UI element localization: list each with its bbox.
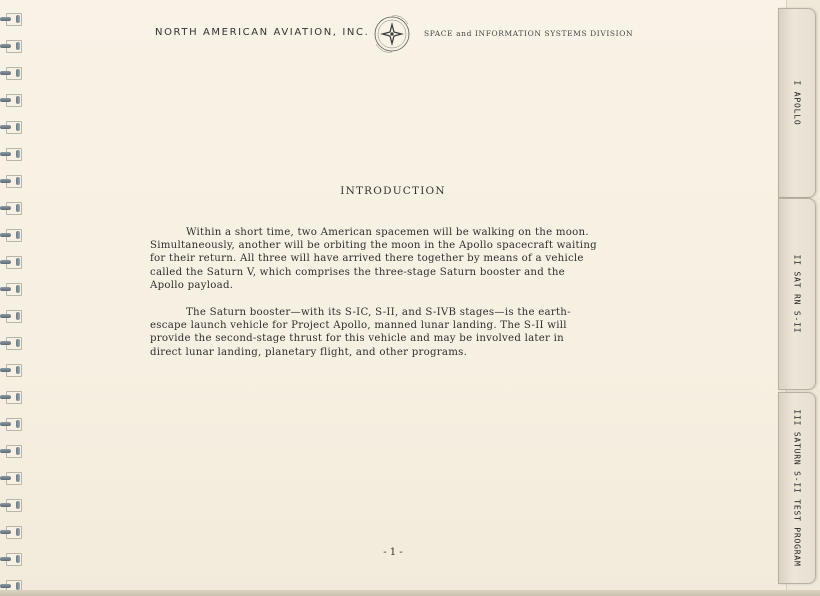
tab-label: I APOLLO: [792, 80, 802, 126]
binding-ring: [0, 280, 24, 297]
page-stack-edge: [0, 590, 820, 596]
text-line: The Saturn booster—with its S-IC, S-II, and S-IVB stages—is the earth-: [186, 307, 571, 318]
binding-ring: [0, 469, 24, 486]
paragraph-2: [150, 306, 640, 359]
binding-ring: [0, 307, 24, 324]
text-line: provide the second-stage thrust for this vehicle and may be involved later in: [150, 333, 564, 345]
section-title: INTRODUCTION: [340, 185, 446, 197]
binding-ring: [0, 442, 24, 459]
text-line: escape launch vehicle for Project Apollo, manned lunar landing. The S-II will: [150, 320, 567, 332]
tab-saturn-s-ii[interactable]: [778, 198, 816, 390]
binding-ring: [0, 64, 24, 81]
spiral-binding: [0, 0, 26, 596]
text-line: for their return. All three will have arrived there together by means of a vehicle: [150, 253, 584, 265]
section-tabs: [778, 0, 820, 596]
tab-label: II SAT RN S-II: [792, 254, 802, 334]
binding-ring: [0, 253, 24, 270]
binding-ring: [0, 523, 24, 540]
company-name: NORTH AMERICAN AVIATION, INC.: [155, 27, 370, 38]
binding-ring: [0, 118, 24, 135]
binding-ring: [0, 361, 24, 378]
division-name: SPACE and INFORMATION SYSTEMS DIVISION: [424, 29, 634, 38]
binding-ring: [0, 199, 24, 216]
text-line: Simultaneously, another will be orbiting the moon in the Apollo spacecraft waiting: [150, 240, 597, 252]
compass-star-emblem-icon: [368, 10, 416, 58]
text-line: Within a short time, two American spacemen will be walking on the moon.: [186, 227, 589, 238]
tab-label: III SATURN S-II TEST PROGRAM: [792, 409, 802, 567]
text-line: direct lunar landing, planetary flight, and other programs.: [150, 346, 468, 358]
paragraph-1: [150, 226, 640, 292]
binding-ring: [0, 91, 24, 108]
text-line: called the Saturn V, which comprises the three-stage Saturn booster and the: [150, 266, 565, 278]
binding-ring: [0, 37, 24, 54]
binding-ring: [0, 334, 24, 351]
binding-ring: [0, 10, 24, 27]
text-line: Apollo payload.: [150, 279, 234, 291]
binding-ring: [0, 388, 24, 405]
binding-ring: [0, 145, 24, 162]
page-number: - 1 -: [383, 547, 403, 558]
tab-apollo[interactable]: [778, 8, 816, 198]
binding-ring: [0, 226, 24, 243]
binding-ring: [0, 415, 24, 432]
binding-ring: [0, 496, 24, 513]
tab-test-program[interactable]: [778, 392, 816, 584]
